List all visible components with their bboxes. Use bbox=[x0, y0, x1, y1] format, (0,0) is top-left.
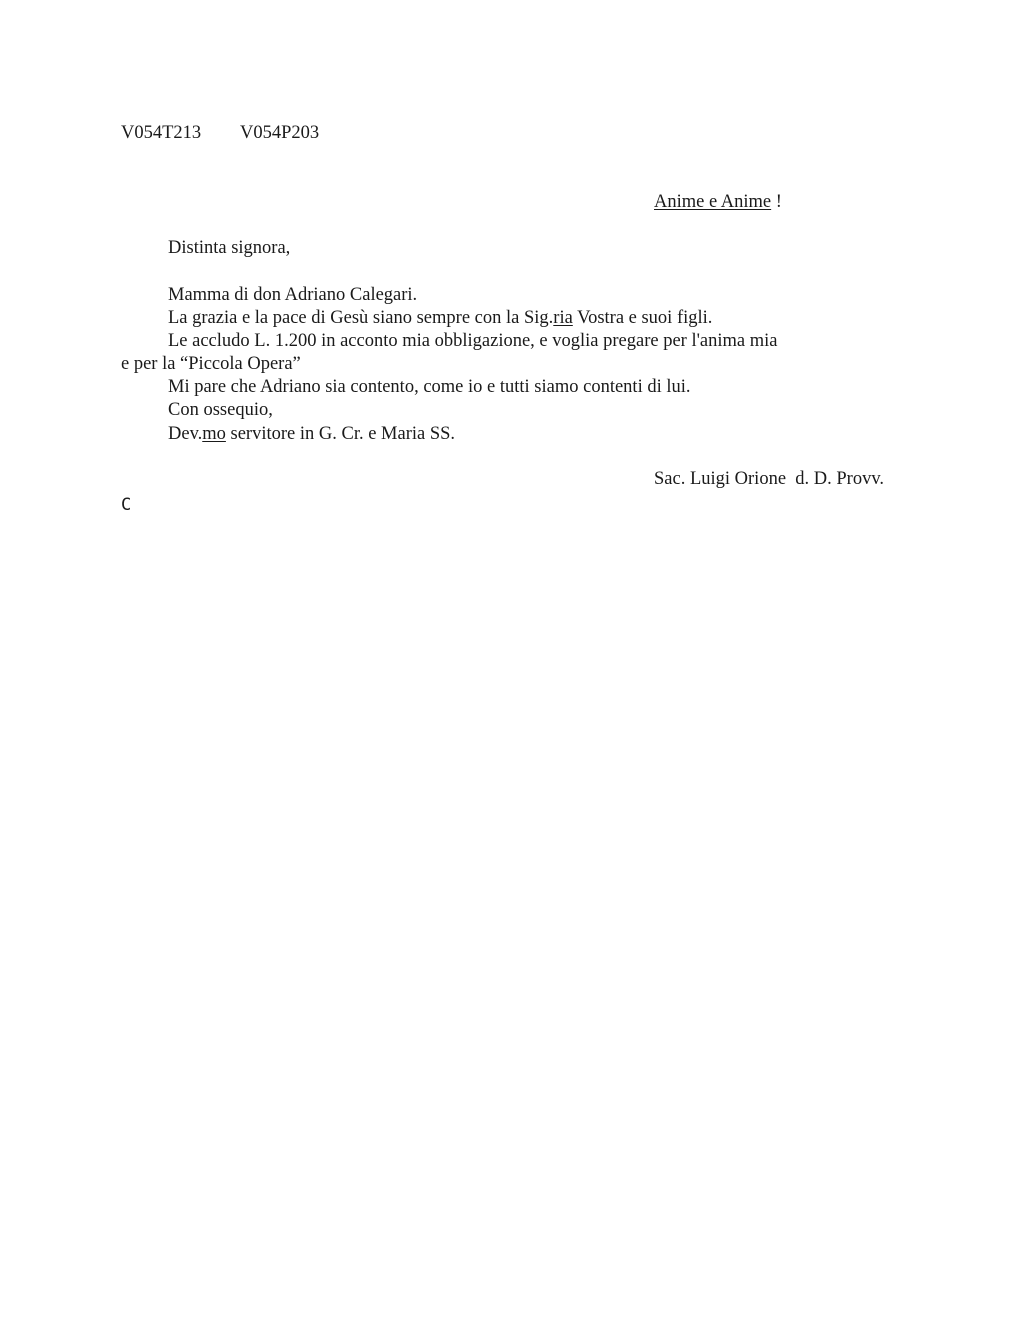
body-line-5: Mi pare che Adriano sia contento, come io e tutti siamo contenti di lui. bbox=[168, 377, 691, 397]
salutation: Distinta signora, bbox=[168, 238, 291, 258]
footer-mark: C bbox=[121, 495, 132, 515]
abbrev-devotissimo: mo bbox=[202, 424, 226, 444]
signature: Sac. Luigi Orione d. D. Provv. bbox=[654, 469, 885, 489]
body-line-2-end: Vostra e suoi figli. bbox=[572, 308, 713, 328]
body-line-7-end: servitore in G. Cr. e Maria SS. bbox=[225, 424, 456, 444]
body-line-7 bbox=[168, 425, 455, 444]
document-code-t: V054T213 bbox=[121, 123, 202, 143]
document-code-p: V054P203 bbox=[240, 123, 320, 143]
body-line-2 bbox=[168, 309, 712, 328]
body-line-7-start: Dev. bbox=[168, 424, 203, 444]
body-line-4: e per la “Piccola Opera” bbox=[121, 354, 301, 374]
body-line-1: Mamma di don Adriano Calegari. bbox=[168, 285, 418, 305]
motto-suffix: ! bbox=[771, 192, 782, 212]
motto bbox=[654, 193, 782, 212]
motto-text: Anime e Anime bbox=[654, 192, 772, 212]
closing: Con ossequio, bbox=[168, 400, 273, 420]
body-line-3: Le accludo L. 1.200 in acconto mia obbligazione, e voglia pregare per l'anima mia bbox=[168, 331, 778, 351]
body-line-2-start: La grazia e la pace di Gesù siano sempre con la Sig. bbox=[168, 308, 554, 328]
abbrev-signoria: ria bbox=[553, 308, 573, 328]
